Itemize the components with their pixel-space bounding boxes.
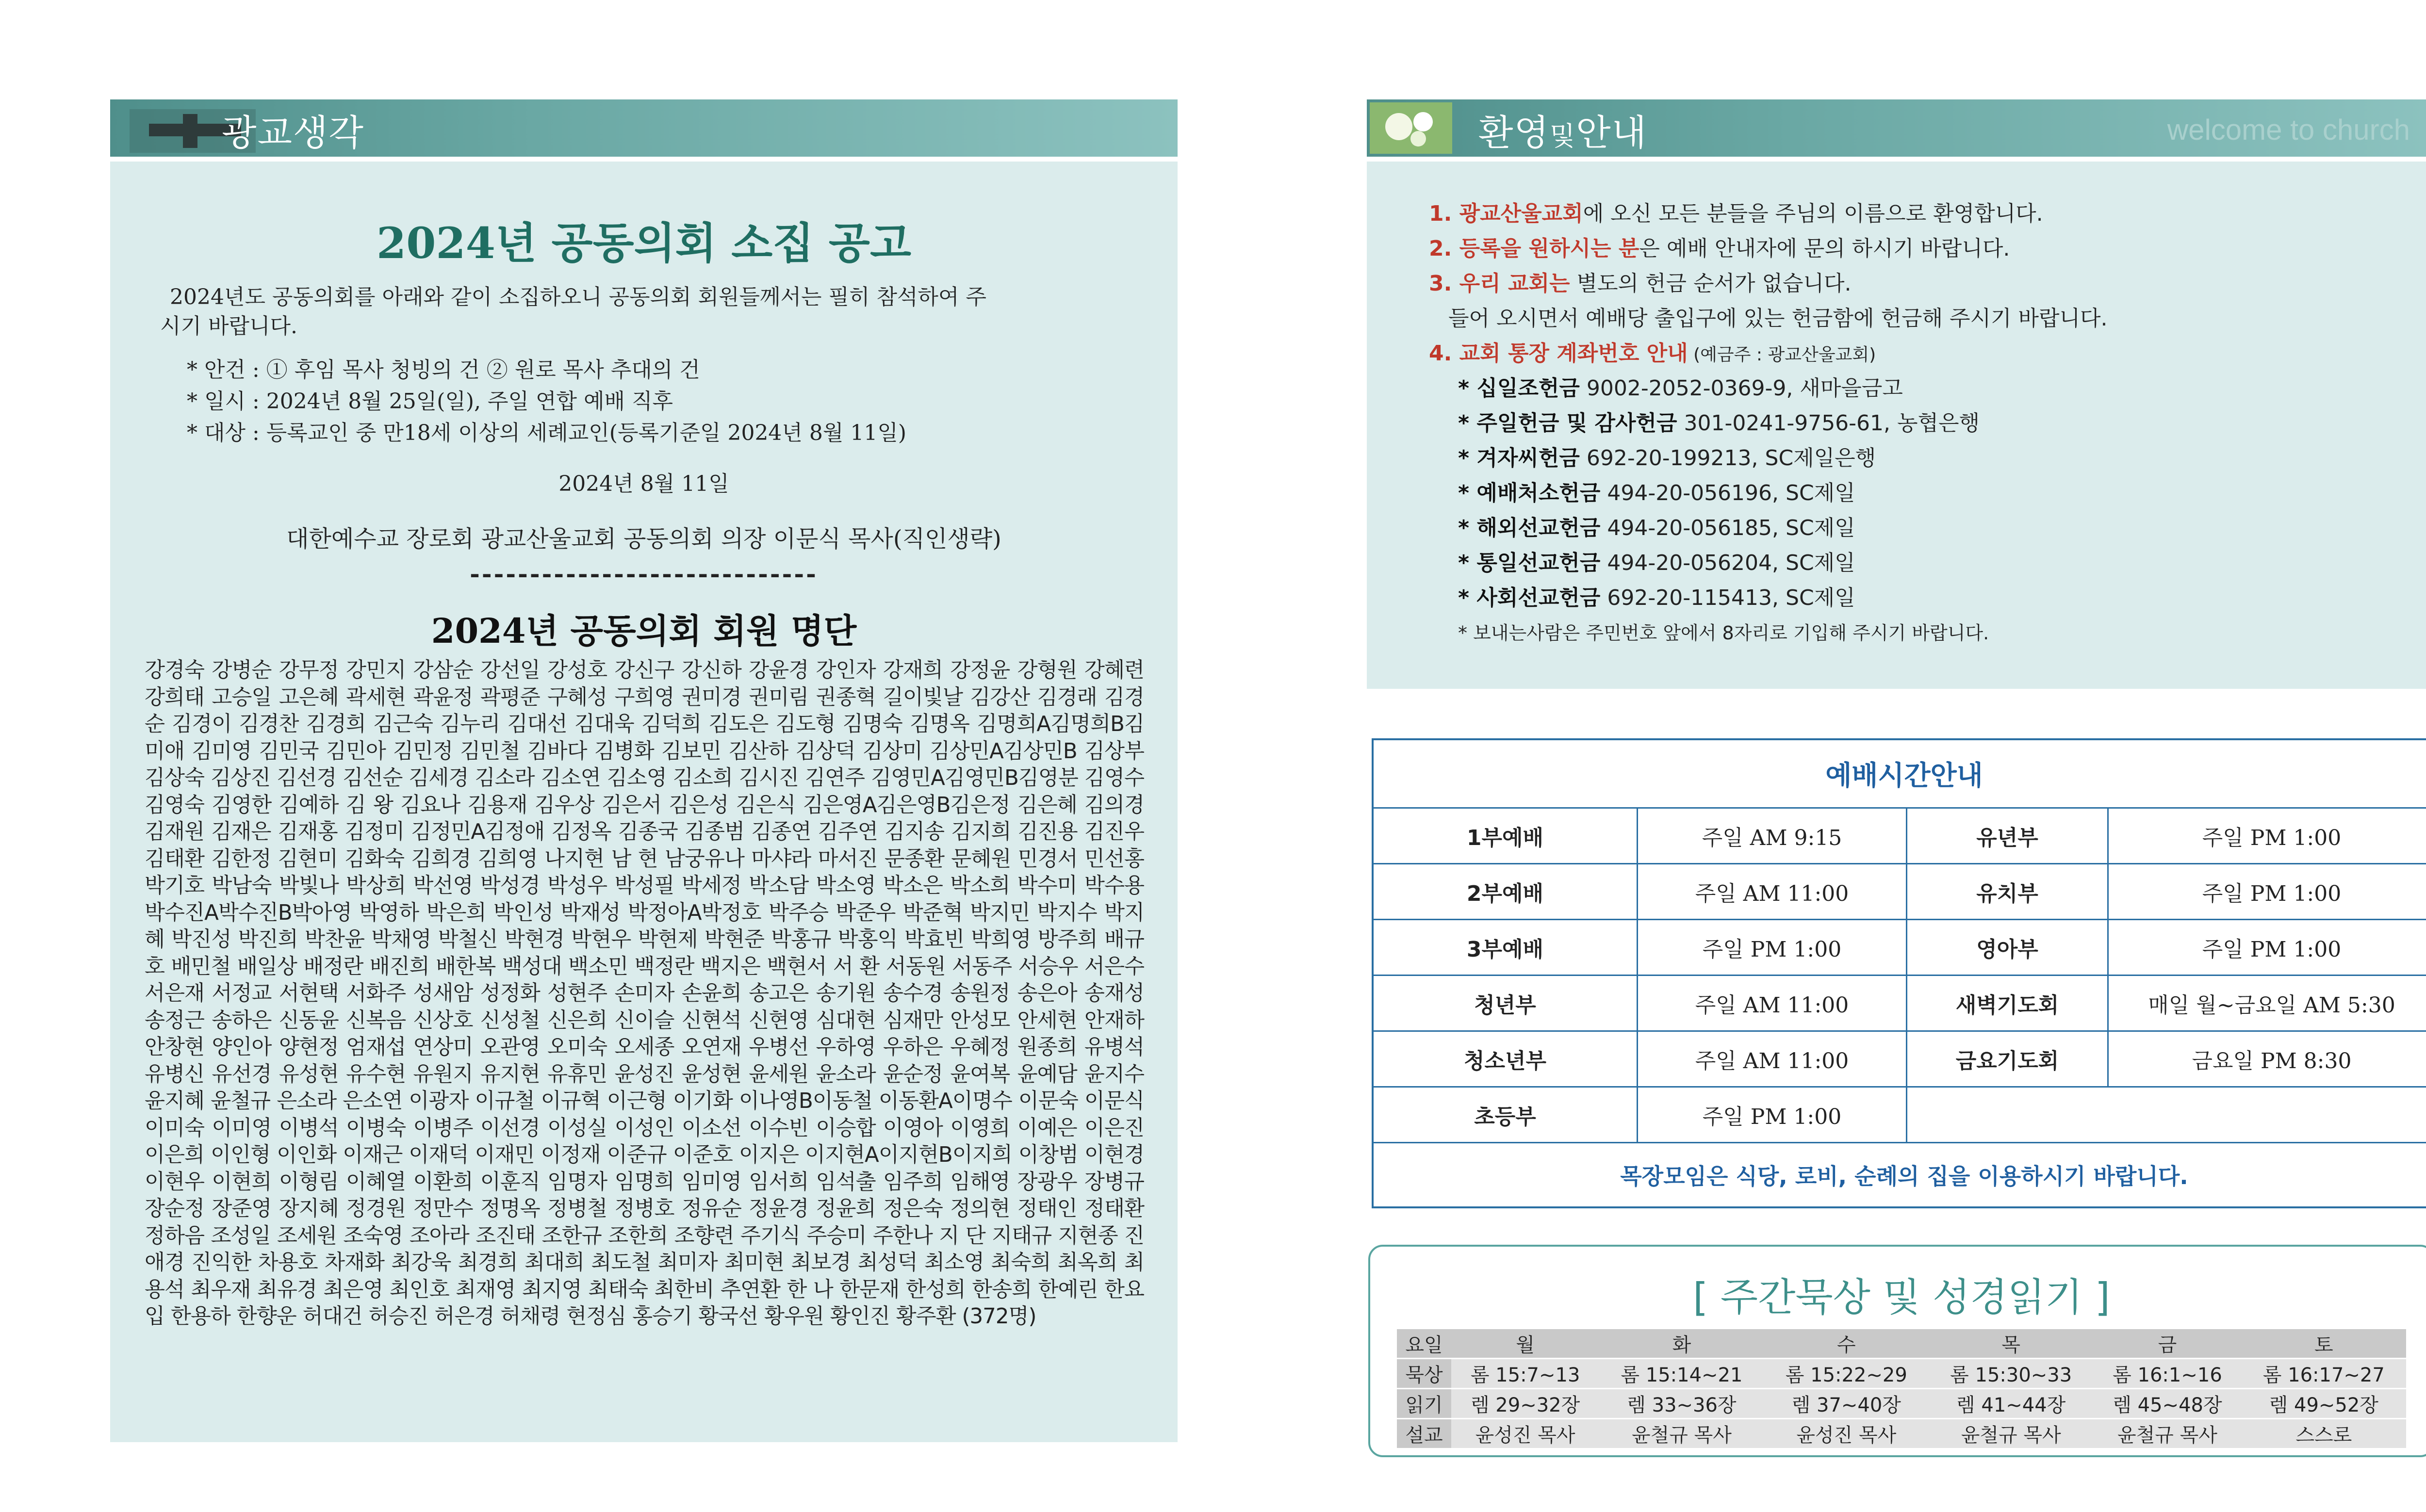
notice-title: 2024년 공동의회 소집 공고 (377, 218, 911, 268)
bible-cell: 윤철규 목사 (2093, 1419, 2241, 1449)
schedule-time: 주일 PM 1:00 (1638, 1087, 1907, 1143)
schedule-note: 목장모임은 식당, 로비, 순례의 집을 이용하시기 바랍니다. (1373, 1143, 2426, 1208)
schedule-service: 2부예배 (1373, 864, 1638, 920)
notice-eligibility: * 대상 : 등록교인 중 만18세 이상의 세례교인(등록기준일 2024년 8월 11일) (187, 421, 907, 445)
bible-cell: 렘 37~40장 (1764, 1389, 1929, 1419)
bible-cell: 렘 41~44장 (1929, 1389, 2093, 1419)
bible-cell: 롬 15:30~33 (1929, 1359, 2093, 1389)
schedule-time: 주일 AM 11:00 (1638, 864, 1907, 920)
bible-cell: 렘 45~48장 (2093, 1389, 2241, 1419)
bible-reading-box (1368, 1245, 2426, 1457)
schedule-row (1373, 1031, 2426, 1087)
bible-header-cell: 요일 (1397, 1329, 1451, 1359)
bible-header-cell: 금 (2093, 1329, 2241, 1359)
bible-header-cell: 목 (1929, 1329, 2093, 1359)
bible-header-cell: 화 (1599, 1329, 1764, 1359)
bible-cell: 윤성진 목사 (1451, 1419, 1599, 1449)
bible-cell: 롬 16:17~27 (2242, 1359, 2406, 1389)
account-overseas-mission: * 해외선교헌금 494-20-056185, SC제일 (1458, 516, 1855, 540)
schedule-service: 1부예배 (1373, 808, 1638, 864)
account-tithe: * 십일조헌금 9002-2052-0369-9, 새마을금고 (1458, 376, 1903, 401)
schedule-time: 주일 PM 1:00 (1638, 920, 1907, 975)
bible-header-row (1397, 1329, 2406, 1359)
right-section-title: 환영및안내 (1478, 112, 1648, 154)
welcome-english-text: welcome to church (2167, 114, 2410, 146)
schedule-service: 새벽기도회 (1907, 975, 2108, 1031)
schedule-time: 주일 PM 1:00 (2108, 864, 2426, 920)
notice-intro-line2: 시기 바랍니다. (160, 314, 297, 339)
welcome-line-3: 3. 우리 교회는 별도의 헌금 순서가 없습니다. (1429, 271, 1852, 296)
account-unification-mission: * 통일선교헌금 494-20-056204, SC제일 (1458, 551, 1855, 575)
bible-cell: 윤철규 목사 (1599, 1419, 1764, 1449)
schedule-service: 청년부 (1373, 975, 1638, 1031)
bible-cell: 윤성진 목사 (1764, 1419, 1929, 1449)
bible-cell: 롬 15:14~21 (1599, 1359, 1764, 1389)
notice-intro-line1: 2024년도 공동의회를 아래와 같이 소집하오니 공동의회 회원들께서는 필히 참석하여 주 (170, 285, 986, 309)
schedule-row (1373, 1087, 2426, 1143)
schedule-time: 주일 PM 1:00 (2108, 920, 2426, 975)
schedule-service: 청소년부 (1373, 1031, 1638, 1087)
flower-icon (1370, 102, 1452, 154)
bible-cell: 롬 15:22~29 (1764, 1359, 1929, 1389)
bible-cell: 렘 29~32장 (1451, 1389, 1599, 1419)
bible-row-label: 읽기 (1397, 1389, 1451, 1419)
schedule-time: 금요일 PM 8:30 (2108, 1031, 2426, 1087)
bible-row-label: 묵상 (1397, 1359, 1451, 1389)
schedule-title: 예배시간안내 (1373, 739, 2426, 808)
roster-title: 2024년 공동의회 회원 명단 (431, 611, 857, 651)
bible-row-label: 설교 (1397, 1419, 1451, 1449)
schedule-service: 유년부 (1907, 808, 2108, 864)
right-section-header (1367, 99, 2426, 157)
schedule-time: 주일 AM 11:00 (1638, 1031, 1907, 1087)
account-worship-place: * 예배처소헌금 494-20-056196, SC제일 (1458, 481, 1855, 505)
notice-agenda: * 안건 : ① 후임 목사 청빙의 건 ② 원로 목사 추대의 건 (187, 358, 700, 382)
schedule-row (1373, 808, 2426, 864)
left-section-header (110, 99, 1178, 157)
schedule-service: 금요기도회 (1907, 1031, 2108, 1087)
bible-cell: 렘 49~52장 (2242, 1389, 2406, 1419)
welcome-line-3b: 들어 오시면서 예배당 출입구에 있는 헌금함에 헌금해 주시기 바랍니다. (1448, 306, 2108, 331)
bible-reading-table (1397, 1329, 2406, 1449)
bible-row (1397, 1389, 2406, 1419)
bible-cell: 롬 15:7~13 (1451, 1359, 1599, 1389)
schedule-time: 매일 월~금요일 AM 5:30 (2108, 975, 2426, 1031)
schedule-row (1373, 975, 2426, 1031)
welcome-line-1: 1. 광교산울교회에 오신 모든 분들을 주님의 이름으로 환영합니다. (1429, 201, 2043, 226)
bible-header-cell: 토 (2242, 1329, 2406, 1359)
member-roster: 강경숙 강병순 강무정 강민지 강삼순 강선일 강성호 강신구 강신하 강윤경 강인자 강재희 강정윤 강형원 강혜련 강희태 고승일 고은혜 곽세현 곽윤정 곽평준 구혜성 구희영 권미경 권미림 권종혁 길이빛날 김강산 김경래 김경순 김경이 김경찬 김경희 김근숙 김누리 김대선 김대욱 김덕희 김도은 김도형 김명숙 김명옥 김명희A김명희B김미애 김미영 김민국 김민아 김민정 김민철 김바다 김병화 김보민 김산하 김상덕 김상미 김상민A김상민B 김상부 김상숙 김상진 김선경 김선순 김세경 김소라 김소연 김소영 김소희 김시진 김연주 김영민A김영민B김영분 김영수 김영숙 김영한 김예하 김 왕 김요나 김용재 김우상 김은서 김은성 김은식 김은영A김은영B김은정 김은혜 김의경 김재원 김재은 김재홍 김정미 김정민A김정애 김정옥 김종국 김종범 김종연 김주연 김지송 김지희 김진용 김진우 김태환 김한정 김현미 김화숙 김희경 김희영 나지현 남 현 남궁유나 마샤라 마서진 문종환 문혜원 민경서 민선홍 박기호 박남숙 박빛나 박상희 박선영 박성경 박성우 박성필 박세정 박소담 박소영 박소은 박소희 박수미 박수용 박수진A박수진B박아영 박영하 박은희 박인성 박재성 박정아A박정호 박주승 박준우 박준혁 박지민 박지수 박지혜 박진성 박진희 박찬윤 박채영 박철신 박현경 박현우 박현제 박현준 박홍규 박홍익 박효빈 박희영 방주희 배규호 배민철 배일상 배정란 배진희 배한복 백성대 백소민 백정란 백지은 백현서 서 환 서동원 서동주 서승우 서은수 서은재 서정교 서현택 서화주 성새암 성정화 성현주 손미자 손윤희 송고은 송기원 송수경 송원정 송은아 송재성 송정근 송하은 신동윤 신복음 신상호 신성철 신은희 신이슬 신현석 신현영 심대현 심재만 안성모 안세현 안재하 안창현 양인아 양현정 엄재섭 연상미 오관영 오미숙 오세종 오연재 우병선 우하영 우하은 우혜정 원종희 유병석 유병신 유선경 유성현 유수현 유원지 유지현 유휴민 윤성진 윤성현 윤세원 윤소라 윤순정 윤여복 윤예담 윤지수 윤지혜 윤철규 은소라 은소연 이광자 이규철 이규혁 이근형 이기화 이나영B이동철 이동환A이명수 이문숙 이문식 이미숙 이미영 이병석 이병숙 이병주 이선경 이성실 이성인 이소선 이수빈 이승합 이영아 이영희 이예은 이은진 이은희 이인형 이인화 이재근 이재덕 이재민 이정재 이준규 이준호 이지은 이지현A이지현B이지희 이창범 이현경 이현우 이현희 이형림 이혜열 이환희 이훈직 임명자 임명희 임미영 임서희 임석출 임주희 임해영 장광우 장병규 장순정 장준영 장지혜 정경원 정만수 정명옥 정병철 정병호 정유순 정윤경 정윤희 정은숙 정의현 정태인 정태환 정하음 조성일 조세원 조숙영 조아라 조진태 조한규 조한희 조향련 주기식 주승미 주한나 지 단 지태규 지현종 진애경 진익한 차용호 차재화 최강욱 최경희 최대희 최도철 최미자 최미현 최보경 최성덕 최소영 최숙희 최옥희 최용석 최우재 최유경 최은영 최인호 최재영 최지영 최태숙 최한비 추연환 한 나 한문재 한성희 한송희 한예린 한요입 한용하 한향운 허대건 허승진 허은경 허채령 현정심 홍승기 황국선 황우원 황인진 황주환 (372명) (145, 658, 1144, 1329)
welcome-line-2: 2. 등록을 원하시는 분은 예배 안내자에 문의 하시기 바랍니다. (1429, 236, 2010, 261)
bible-cell: 스스로 (2242, 1419, 2406, 1449)
notice-divider: ----------------------------- (470, 559, 818, 588)
schedule-time: 주일 AM 11:00 (1638, 975, 1907, 1031)
notice-date: 2024년 8월 11일 (558, 471, 729, 496)
schedule-service: 초등부 (1373, 1087, 1638, 1143)
schedule-empty-cell (1907, 1087, 2426, 1143)
account-mustard-seed: * 겨자씨헌금 692-20-199213, SC제일은행 (1458, 446, 1876, 471)
bible-header-cell: 수 (1764, 1329, 1929, 1359)
bible-cell: 윤철규 목사 (1929, 1419, 2093, 1449)
welcome-line-4: 4. 교회 통장 계좌번호 안내 (예금주 : 광교산울교회) (1429, 341, 1876, 366)
notice-signature: 대한예수교 장로회 광교산울교회 공동의회 의장 이문식 목사(직인생략) (286, 525, 1001, 553)
bible-reading-title: [ 주간묵상 및 성경읽기 ] (1693, 1275, 2110, 1320)
welcome-list (1429, 196, 2399, 650)
account-sunday: * 주일헌금 및 감사헌금 301-0241-9756-61, 농협은행 (1458, 411, 1980, 436)
account-footnote: * 보내는사람은 주민번호 앞에서 8자리로 기입해 주시기 바랍니다. (1458, 622, 1989, 644)
bible-header-cell: 월 (1451, 1329, 1599, 1359)
notice-datetime: * 일시 : 2024년 8월 25일(일), 주일 연합 예배 직후 (187, 389, 673, 414)
bible-cell: 롬 16:1~16 (2093, 1359, 2241, 1389)
schedule-row (1373, 920, 2426, 975)
schedule-time: 주일 PM 1:00 (2108, 808, 2426, 864)
bible-row (1397, 1359, 2406, 1389)
bible-cell: 렘 33~36장 (1599, 1389, 1764, 1419)
schedule-row (1373, 864, 2426, 920)
worship-schedule-table (1372, 738, 2426, 1208)
bible-row (1397, 1419, 2406, 1449)
schedule-time: 주일 AM 9:15 (1638, 808, 1907, 864)
account-social-mission: * 사회선교헌금 692-20-115413, SC제일 (1458, 585, 1855, 610)
schedule-service: 유치부 (1907, 864, 2108, 920)
left-section-title: 광교생각 (222, 112, 364, 154)
schedule-service: 영아부 (1907, 920, 2108, 975)
schedule-service: 3부예배 (1373, 920, 1638, 975)
